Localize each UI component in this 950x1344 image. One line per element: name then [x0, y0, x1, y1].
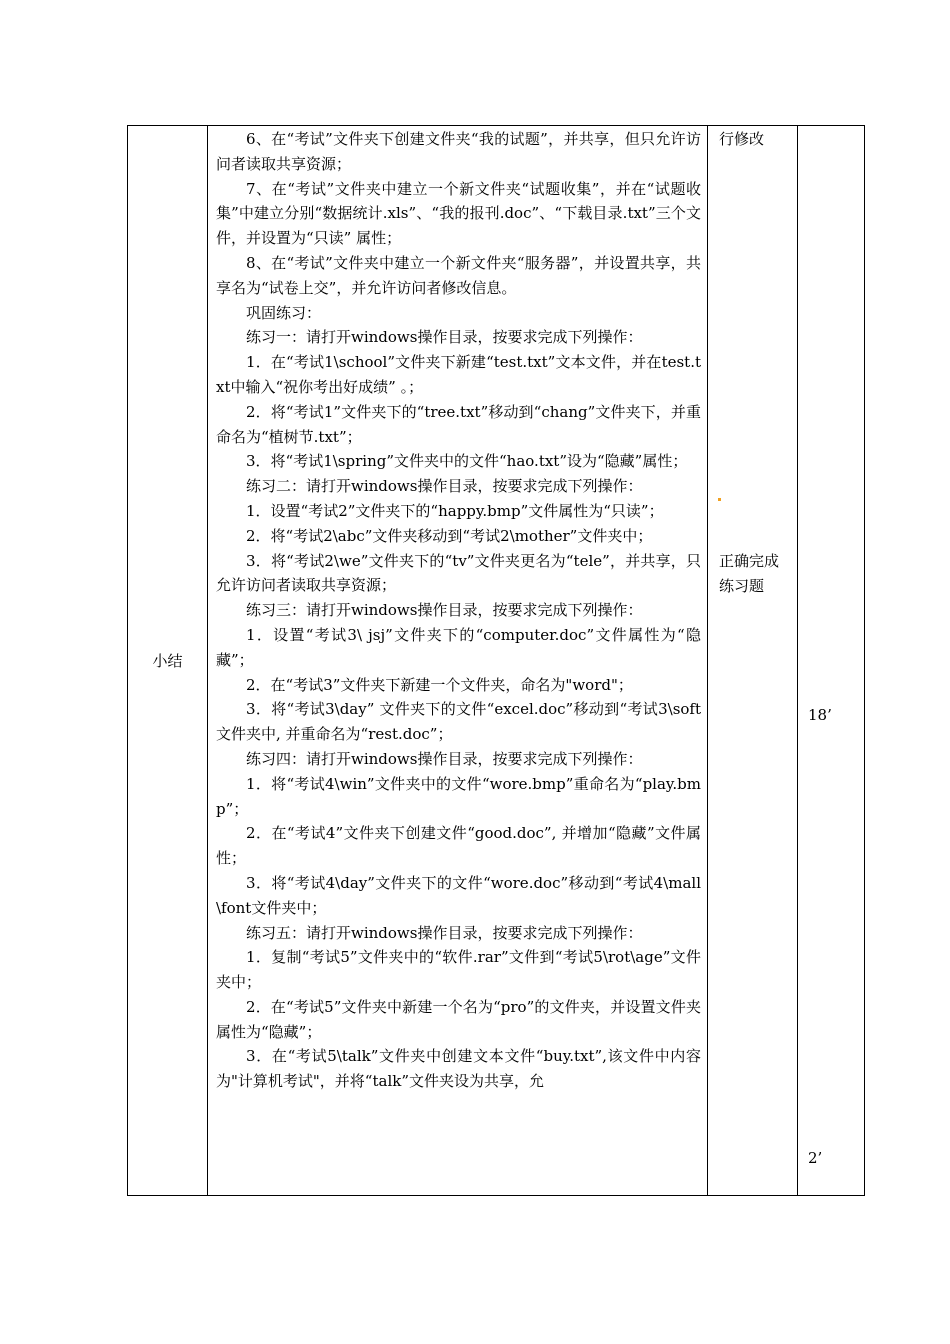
content-paragraph: 3．将“考试1\spring”文件夹中的文件“hao.txt”设为“隐藏”属性； — [246, 452, 688, 471]
content-paragraph: 2．将“考试1”文件夹下的“tree.txt”移动到“chang”文件夹下，并重命名为“植树节.txt”； — [216, 402, 701, 446]
content-paragraph: 2．在“考试3”文件夹下新建一个文件夹，命名为"word"； — [246, 675, 633, 694]
content-paragraph: 巩固练习： — [246, 303, 322, 322]
content-paragraph: 1．将“考试4\win”文件夹中的文件“wore.bmp”重命名为“play.bmp”； — [216, 774, 701, 818]
section-label: 小结 — [152, 652, 183, 670]
section-label-cell — [128, 126, 208, 1196]
content-paragraph: 2．在“考试4”文件夹下创建文件“good.doc”, 并增加“隐藏”文件属性； — [216, 824, 701, 868]
content-paragraph: 3．将“考试2\we”文件夹下的“tv”文件夹更名为“tele”，并共享，只允许访问者读取共享资源； — [216, 551, 701, 595]
note-top: 行修改 — [719, 130, 765, 148]
content-paragraph: 6、在“考试”文件夹下创建文件夹“我的试题”，并共享，但只允许访问者读取共享资源； — [216, 130, 701, 173]
content-paragraph: 3．将“考试4\day”文件夹下的文件“wore.doc”移动到“考试4\mall\font文件夹中； — [216, 873, 701, 917]
time-cell — [798, 126, 865, 1196]
note-middle: 正确完成练习题 — [719, 552, 780, 595]
content-paragraph: 1．复制“考试5”文件夹中的“软件.rar”文件到“考试5\rot\age”文件夹中； — [216, 948, 701, 992]
content-paragraph: 练习五：请打开windows操作目录，按要求完成下列操作： — [246, 923, 643, 942]
content-paragraph: 8、在“考试”文件夹中建立一个新文件夹“服务器”，并设置共享，共享名为“试卷上交”，并允许访问者修改信息。 — [216, 253, 701, 297]
time-first: 18’ — [808, 706, 832, 724]
time-second: 2’ — [808, 1149, 823, 1167]
content-cell — [208, 126, 708, 1196]
content-paragraph: 练习三：请打开windows操作目录，按要求完成下列操作： — [246, 601, 643, 620]
content-paragraph: 7、在“考试”文件夹中建立一个新文件夹“试题收集”，并在“试题收集”中建立分别“数据统计.xls”、“我的报刊.doc”、“下载目录.txt”三个文件，并设置为“只读” 属性； — [216, 179, 701, 248]
content-paragraph: 3．将“考试3\day” 文件夹下的文件“excel.doc”移动到“考试3\soft文件夹中, 并重命名为“rest.doc”； — [216, 700, 701, 744]
notes-cell — [708, 126, 798, 1196]
content-paragraph: 1．在“考试1\school”文件夹下新建“test.txt”文本文件，并在test.txt中输入“祝你考出好成绩” 。； — [216, 353, 701, 396]
content-paragraph: 2．将“考试2\abc”文件夹移动到“考试2\mother”文件夹中； — [246, 526, 653, 545]
content-paragraph: 1．设置“考试3\ jsj”文件夹下的“computer.doc”文件属性为“隐藏”； — [216, 625, 701, 669]
table-row — [128, 126, 865, 1196]
content-paragraph: 3．在“考试5\talk”文件夹中创建文本文件“buy.txt”,该文件中内容为"计算机考试"，并将“talk”文件夹设为共享，允 — [216, 1047, 701, 1091]
content-paragraph: 练习一：请打开windows操作目录，按要求完成下列操作： — [246, 328, 643, 347]
lesson-plan-table — [127, 125, 865, 1196]
content-paragraph: 1．设置“考试2”文件夹下的“happy.bmp”文件属性为“只读”； — [246, 501, 664, 520]
content-paragraph: 2．在“考试5”文件夹中新建一个名为“pro”的文件夹，并设置文件夹属性为“隐藏”； — [216, 997, 701, 1041]
content-paragraph: 练习四：请打开windows操作目录，按要求完成下列操作： — [246, 749, 643, 768]
content-paragraphs — [208, 126, 707, 1094]
content-paragraph: 练习二：请打开windows操作目录，按要求完成下列操作： — [246, 477, 643, 496]
marker-dot — [718, 498, 721, 501]
